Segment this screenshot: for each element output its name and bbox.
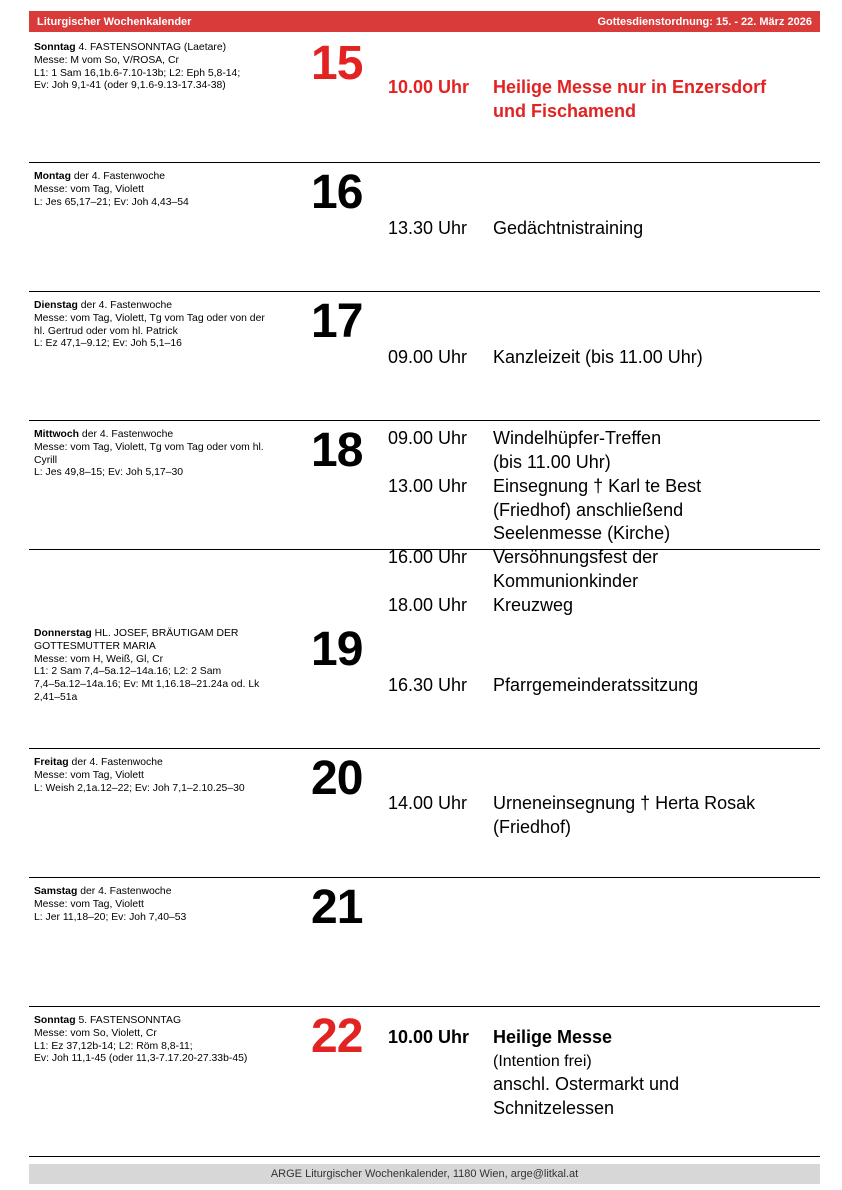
liturgy-detail: Cyrill — [34, 454, 58, 466]
day-block-20 — [29, 749, 820, 878]
header-title: Liturgischer Wochenkalender — [37, 15, 192, 28]
event-description — [493, 346, 820, 370]
liturgy-detail: L: Jes 49,8–15; Ev: Joh 5,17–30 — [34, 467, 184, 479]
liturgy-detail: Messe: vom Tag, Violett, Tg vom Tag oder vom hl. — [34, 441, 264, 453]
event-line: (bis 11.00 Uhr) — [493, 451, 611, 472]
weekday-label: Samstag — [34, 886, 78, 897]
day-number: 22 — [311, 1010, 363, 1063]
liturgy-info — [34, 300, 299, 351]
header-bar — [29, 11, 820, 32]
liturgy-detail: Messe: vom Tag, Violett — [34, 769, 144, 781]
footer-bar — [29, 1164, 820, 1184]
liturgical-title: 5. FASTENSONNTAG — [75, 1015, 182, 1026]
event-time: 10.00 Uhr — [388, 1027, 470, 1047]
event-line: (Friedhof) anschließend — [493, 499, 684, 520]
liturgy-detail: L: Jes 65,17–21; Ev: Joh 4,43–54 — [34, 196, 189, 208]
liturgical-title: HL. JOSEF, BRÄUTIGAM DER GOTTESMUTTER MARIA — [34, 628, 239, 652]
event-description — [493, 76, 820, 123]
event-line: und Fischamend — [493, 100, 637, 121]
liturgy-detail: L1: Ez 37,12b-14; L2: Röm 8,8-11; — [34, 1040, 193, 1052]
liturgy-detail: Messe: vom So, Violett, Cr — [34, 1027, 157, 1039]
liturgy-info — [34, 171, 299, 209]
liturgy-detail: Messe: M vom So, V/ROSA, Cr — [34, 54, 179, 66]
event-line: Windelhüpfer-Treffen — [493, 428, 662, 448]
liturgy-detail: L1: 1 Sam 16,1b.6-7.10-13b; L2: Eph 5,8-14; — [34, 67, 241, 79]
weekday-label: Sonntag — [34, 42, 76, 53]
header-date-range: Gottesdienstordnung: 15. - 22. März 2026 — [597, 15, 812, 28]
event-description — [493, 217, 820, 241]
event-description — [493, 792, 820, 839]
liturgy-info — [34, 42, 299, 93]
liturgy-detail: Messe: vom Tag, Violett — [34, 898, 144, 910]
event-line: Heilige Messe nur in Enzersdorf — [493, 77, 767, 97]
event-time: 10.00 Uhr — [388, 77, 470, 97]
weekday-label: Mittwoch — [34, 429, 80, 440]
liturgy-info — [34, 886, 299, 924]
event-line: Urneneinsegnung † Herta Rosak — [493, 793, 756, 813]
footer-text: ARGE Liturgischer Wochenkalender, 1180 Wien, arge@litkal.at — [270, 1168, 579, 1180]
event-time: 09.00 Uhr — [388, 428, 468, 448]
liturgy-detail: Messe: vom H, Weiß, Gl, Cr — [34, 653, 164, 665]
day-block-21 — [29, 878, 820, 1007]
weekday-label: Dienstag — [34, 300, 78, 311]
event-description — [493, 674, 820, 698]
day-number: 19 — [311, 623, 363, 676]
liturgy-detail: 7,4–5a.12–14a.16; Ev: Mt 1,16.18–21.24a od. Lk — [34, 679, 260, 691]
event-line: (Intention frei) — [493, 1052, 592, 1070]
event-line: Einsegnung † Karl te Best — [493, 476, 702, 496]
liturgy-detail: 2,41–51a — [34, 691, 78, 703]
event-line: Pfarrgemeinderatssitzung — [493, 675, 699, 695]
day-block-16 — [29, 163, 820, 292]
event-time: 16.30 Uhr — [388, 675, 468, 695]
event-line: Seelenmesse (Kirche) — [493, 523, 671, 544]
event-line: Kanzleizeit (bis 11.00 Uhr) — [493, 347, 703, 367]
liturgical-title: der 4. Fastenwoche — [77, 886, 172, 897]
day-number: 20 — [311, 752, 363, 805]
liturgy-info — [34, 628, 299, 705]
liturgy-detail: L: Weish 2,1a.12–22; Ev: Joh 7,1–2.10.25–30 — [34, 782, 245, 794]
liturgical-title: der 4. Fastenwoche — [68, 757, 163, 768]
liturgical-title: der 4. Fastenwoche — [77, 300, 173, 311]
event-time: 16.00 Uhr — [388, 547, 468, 567]
liturgical-title: der 4. Fastenwoche — [70, 171, 166, 182]
liturgy-info — [34, 429, 299, 480]
event-description — [493, 475, 820, 546]
event-time: 18.00 Uhr — [388, 595, 468, 615]
weekday-label: Sonntag — [34, 1015, 76, 1026]
liturgy-detail: hl. Gertrud oder vom hl. Patrick — [34, 325, 178, 337]
day-number: 18 — [311, 424, 363, 477]
day-block-19 — [29, 620, 820, 749]
event-description — [493, 427, 820, 474]
liturgy-detail: Ev: Joh 9,1-41 (oder 9,1.6-9.13-17.34-38) — [34, 80, 226, 92]
event-time: 14.00 Uhr — [388, 793, 468, 813]
event-line: Schnitzelessen — [493, 1097, 615, 1118]
day-number: 17 — [311, 295, 363, 348]
event-line: Kreuzweg — [493, 595, 574, 615]
event-description — [493, 1026, 820, 1120]
event-time: 13.30 Uhr — [388, 218, 468, 238]
event-time: 09.00 Uhr — [388, 347, 468, 367]
day-block-15 — [29, 34, 820, 163]
liturgy-detail: L: Jer 11,18–20; Ev: Joh 7,40–53 — [34, 911, 187, 923]
day-number: 15 — [311, 37, 363, 90]
liturgy-info — [34, 757, 299, 795]
event-description — [493, 546, 820, 593]
liturgy-detail: Ev: Joh 11,1-45 (oder 11,3-7.17.20-27.33b-45) — [34, 1053, 248, 1065]
liturgy-detail: Messe: vom Tag, Violett, Tg vom Tag oder von der — [34, 312, 265, 324]
event-line: Heilige Messe — [493, 1027, 613, 1047]
event-line: Versöhnungsfest der — [493, 547, 659, 567]
event-line: Gedächtnistraining — [493, 218, 644, 238]
event-line: anschl. Ostermarkt und — [493, 1074, 680, 1095]
liturgical-title: der 4. Fastenwoche — [79, 429, 174, 440]
event-line: (Friedhof) — [493, 816, 572, 837]
day-block-22 — [29, 1007, 820, 1157]
liturgy-detail: L1: 2 Sam 7,4–5a.12–14a.16; L2: 2 Sam — [34, 666, 222, 678]
event-time: 13.00 Uhr — [388, 476, 468, 496]
liturgy-detail: L: Ez 47,1–9.12; Ev: Joh 5,1–16 — [34, 338, 182, 350]
liturgy-info — [34, 1015, 299, 1066]
day-block-17 — [29, 292, 820, 421]
weekday-label: Freitag — [34, 757, 69, 768]
day-number: 16 — [311, 166, 363, 219]
weekday-label: Montag — [34, 171, 71, 182]
event-description — [493, 594, 820, 618]
event-line: Kommunionkinder — [493, 570, 639, 591]
day-block-18 — [29, 421, 820, 615]
liturgical-title: 4. FASTENSONNTAG (Laetare) — [75, 42, 227, 53]
day-number: 21 — [311, 881, 363, 934]
liturgy-detail: Messe: vom Tag, Violett — [34, 183, 144, 195]
weekday-label: Donnerstag — [34, 628, 92, 639]
